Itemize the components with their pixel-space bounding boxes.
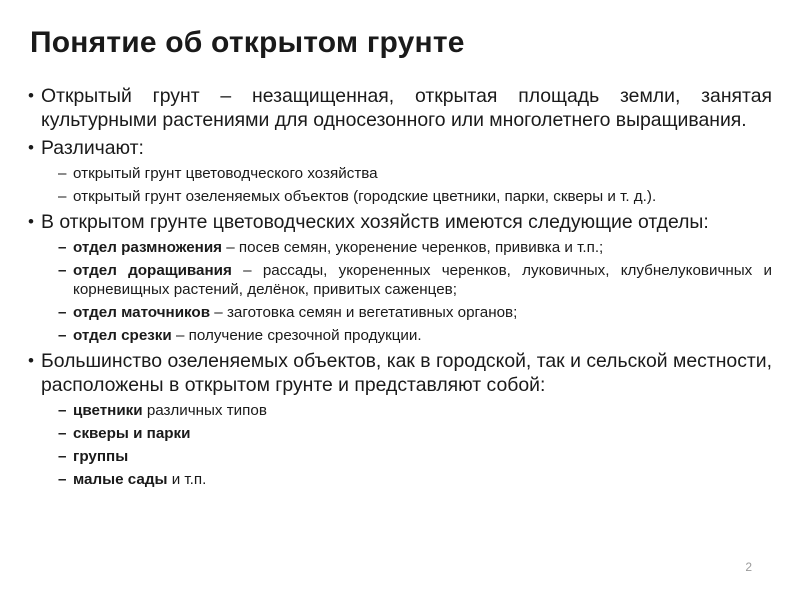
department-item: – отдел размножения – посев семян, укоренение черенков, прививка и т.п.; xyxy=(58,239,604,256)
landscaping-item: – цветники различных типов xyxy=(58,402,267,419)
slide-title: Понятие об открытом грунте xyxy=(30,26,465,59)
landscaping-item: – группы xyxy=(58,448,129,465)
types-bullet: • Различают: xyxy=(28,136,772,160)
department-item: – отдел срезки – получение срезочной продукции. xyxy=(58,327,422,344)
landscaping-item: – скверы и парки xyxy=(58,425,191,442)
departments-bullet: • В открытом грунте цветоводческих хозяйств имеются следующие отделы: xyxy=(28,210,772,234)
page-number: 2 xyxy=(745,560,752,574)
landscaping-bullet: • Большинство озеленяемых объектов, как в городской, так и сельской местности, расположены в открытом грунте и представляют собой: xyxy=(28,349,772,397)
slide-content xyxy=(28,84,772,493)
types-item: – открытый грунт озеленяемых объектов (городские цветники, парки, скверы и т. д.). xyxy=(58,188,657,205)
landscaping-item: – малые сады и т.п. xyxy=(58,471,207,488)
types-item: – открытый грунт цветоводческого хозяйства xyxy=(58,165,378,182)
department-item: – отдел маточников – заготовка семян и вегетативных органов; xyxy=(58,304,518,321)
department-item: – отдел доращивания – рассады, укорененных черенков, луковичных, клубнелуковичных и корневищных растений, делёнок, привитых саженцев; xyxy=(58,262,772,298)
definition-bullet: • Открытый грунт – незащищенная, открытая площадь земли, занятая культурными растениями для односезонного или многолетнего выращивания. xyxy=(28,84,772,132)
